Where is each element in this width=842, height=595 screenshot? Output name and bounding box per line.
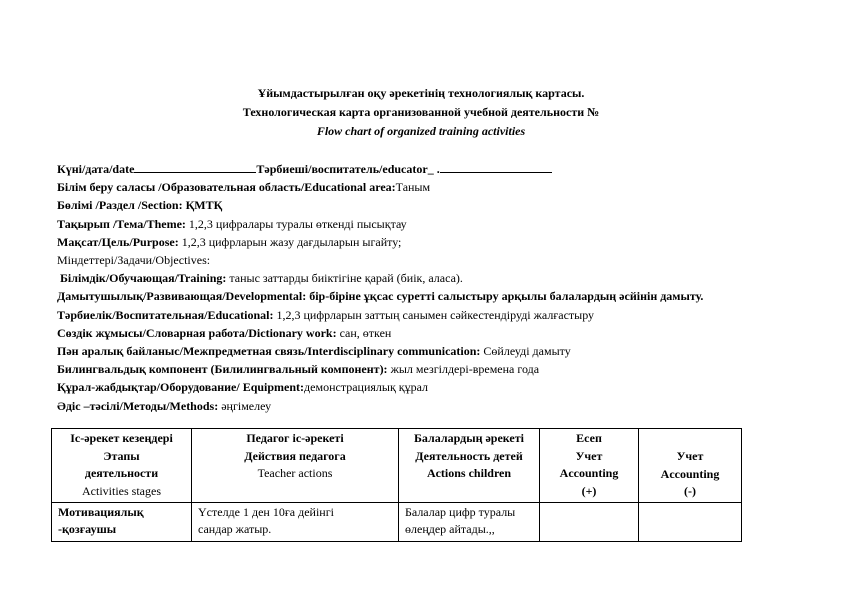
methods-line bbox=[57, 397, 797, 415]
date-blank bbox=[134, 162, 256, 173]
developmental-label: Дамытушылық/Развивающая/Developmental: bbox=[57, 289, 307, 304]
section-value: ҚМТҚ bbox=[185, 198, 223, 213]
header-minus-sign: (-) bbox=[684, 484, 696, 498]
equipment-line bbox=[57, 378, 797, 396]
purpose-label: Мақсат/Цель/Purpose: bbox=[57, 234, 179, 249]
header-accounting-minus bbox=[639, 429, 742, 503]
header-stages bbox=[52, 429, 192, 503]
training-value: таныс заттарды биіктігіне қарай (биік, аласа). bbox=[229, 271, 463, 286]
header-children-kz: Балалардың әрекеті bbox=[414, 431, 524, 445]
accounting-minus-cell bbox=[639, 502, 742, 541]
header-stages-ru1: Этапы bbox=[103, 448, 140, 463]
header-stages-kz: Іс-әрекет кезеңдері bbox=[70, 431, 173, 445]
section-line bbox=[57, 196, 797, 214]
header-teacher bbox=[192, 429, 399, 503]
lesson-details bbox=[57, 160, 797, 415]
objectives-label: Міндеттері/Задачи/Objectives: bbox=[57, 253, 211, 268]
section-label: Бөлімі /Раздел /Section: bbox=[57, 198, 183, 213]
accounting-plus-cell bbox=[540, 502, 639, 541]
stage-cell bbox=[52, 502, 192, 541]
header-minus-en: Accounting bbox=[660, 466, 720, 481]
children-line-2: өлеңдер айтады.,, bbox=[405, 522, 495, 536]
header-minus-ru: Учет bbox=[676, 449, 704, 463]
bilingual-value: жыл мезгілдері-времена года bbox=[390, 362, 540, 377]
training-label: Білімдік/Обучающая/Training: bbox=[60, 271, 227, 286]
title-en: Flow chart of organized training activities bbox=[316, 124, 526, 138]
educator-label: Тәрбиеші/воспитатель/educator_ . bbox=[256, 162, 440, 176]
educational-line bbox=[57, 306, 797, 324]
educational-label: Тәрбиелік/Воспитательная/Educational: bbox=[57, 307, 274, 322]
theme-line bbox=[57, 215, 797, 233]
stage-line-1: Мотивациялық bbox=[58, 504, 144, 519]
header-plus-kz: Есеп bbox=[576, 431, 602, 445]
teacher-line-2: сандар жатыр. bbox=[198, 522, 272, 536]
header-stages-en: Activities stages bbox=[82, 483, 161, 498]
title-ru: Технологическая карта организованной учебной деятельности № bbox=[242, 105, 600, 119]
teacher-line-1: Үстелде 1 ден 10ға дейінгі bbox=[198, 504, 334, 519]
educational-value: 1,2,3 цифрларын заттың санымен сәйкестендіруді жалғастыру bbox=[276, 307, 595, 322]
developmental-value: бір-біріне ұқсас суретті салыстыру арқылы балалардың әсйінін дамыту. bbox=[309, 289, 704, 304]
interdisciplinary-label: Пән аралық байланыс/Межпредметная связь/Interdisciplinary communication: bbox=[57, 344, 481, 359]
dictionary-label: Сөздік жұмысы/Словарная работа/Dictionary work: bbox=[57, 325, 337, 340]
title-kz: Ұйымдастырылған оқу әрекетінің технологиялық картасы. bbox=[257, 86, 585, 100]
teacher-cell bbox=[192, 502, 399, 541]
educator-blank bbox=[440, 162, 552, 173]
training-line bbox=[57, 269, 797, 287]
children-cell bbox=[399, 502, 540, 541]
area-value: Таным bbox=[395, 180, 431, 195]
header-children-ru: Деятельность детей bbox=[415, 448, 523, 463]
bilingual-line bbox=[57, 360, 797, 378]
dictionary-line bbox=[57, 324, 797, 342]
stage-line-2: -қозғаушы bbox=[58, 522, 117, 536]
area-label: Білім беру саласы /Образовательная область/Educational area: bbox=[57, 180, 396, 195]
date-educator-line bbox=[57, 160, 797, 178]
activities-table bbox=[51, 428, 742, 542]
header-plus-ru: Учет bbox=[575, 448, 603, 463]
document-title bbox=[0, 84, 842, 141]
methods-label: Әдіс –тәсілі/Методы/Methods: bbox=[57, 398, 219, 413]
header-plus-en: Accounting bbox=[559, 466, 619, 480]
developmental-line bbox=[57, 287, 797, 305]
dictionary-value: сан, өткен bbox=[339, 325, 392, 340]
objectives-line bbox=[57, 251, 797, 269]
table-row bbox=[52, 502, 742, 541]
header-children bbox=[399, 429, 540, 503]
theme-label: Тақырып /Тема/Theme: bbox=[57, 216, 186, 231]
table-header-row bbox=[52, 429, 742, 503]
interdisciplinary-line bbox=[57, 342, 797, 360]
bilingual-label: Билингвальдық компонент (Билилингвальный компонент): bbox=[57, 362, 388, 377]
header-teacher-ru: Действия педагога bbox=[244, 448, 346, 463]
children-line-1: Балалар цифр туралы bbox=[405, 504, 516, 519]
equipment-value: демонстрациялық құрал bbox=[304, 380, 429, 395]
equipment-label: Құрал-жабдықтар/Оборудование/ Equipment: bbox=[57, 380, 305, 395]
purpose-line bbox=[57, 233, 797, 251]
area-line bbox=[57, 178, 797, 196]
theme-value: 1,2,3 цифралары туралы өткенді пысықтау bbox=[188, 216, 407, 231]
date-label: Күні/дата/date bbox=[57, 162, 135, 176]
header-children-en: Actions children bbox=[426, 466, 512, 480]
methods-value: әңгімелеу bbox=[221, 398, 272, 413]
header-teacher-en: Teacher actions bbox=[257, 466, 333, 480]
purpose-value: 1,2,3 цифрларын жазу дағдыларын ыгайту; bbox=[181, 234, 402, 249]
header-stages-ru2: деятельности bbox=[84, 466, 159, 480]
header-accounting-plus bbox=[540, 429, 639, 503]
interdisciplinary-value: Сөйлеуді дамыту bbox=[483, 344, 571, 359]
header-plus-sign: (+) bbox=[581, 483, 597, 498]
header-teacher-kz: Педагог іс-әрекеті bbox=[246, 431, 344, 445]
